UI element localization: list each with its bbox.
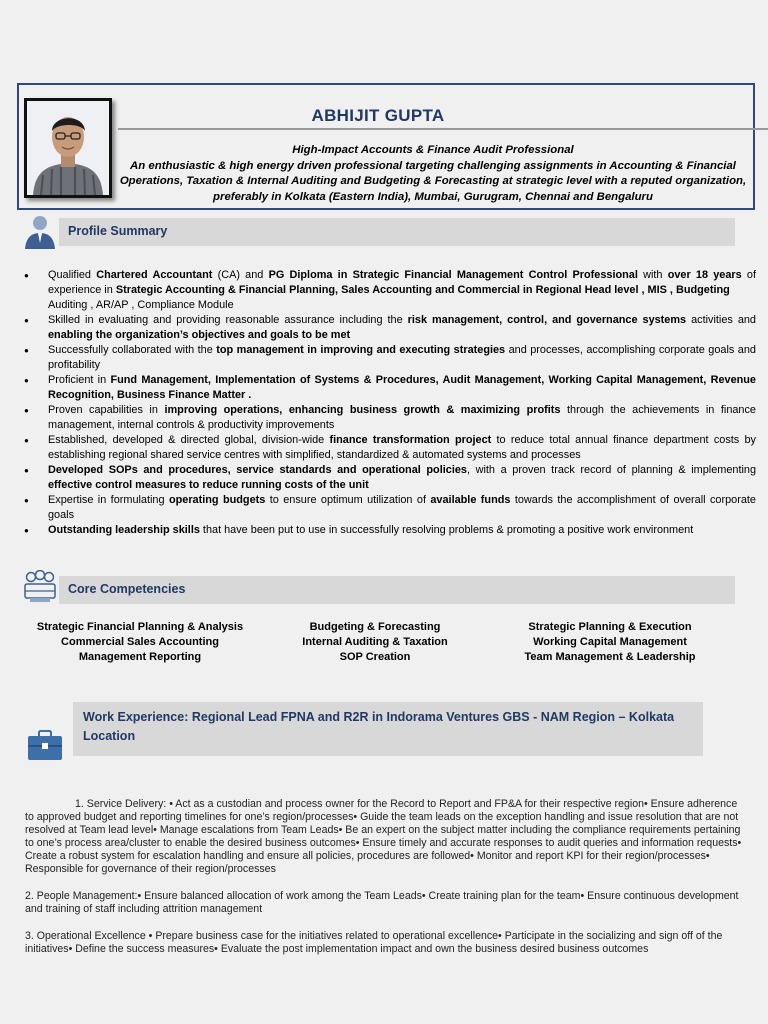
body-text: through the achievements in finance management, internal controls & productivity improvements	[48, 404, 756, 431]
body-text: Expertise in formulating	[48, 494, 169, 506]
highlight-text: operating budgets	[168, 494, 266, 506]
candidate-name: ABHIJIT GUPTA	[311, 106, 445, 125]
headline-title: High-Impact Accounts & Finance Audit Professional	[292, 144, 574, 156]
profile-summary-item	[24, 313, 756, 343]
team-icon	[22, 570, 58, 606]
body-text: to ensure optimum utilization of	[265, 494, 431, 506]
profile-summary-title: Profile Summary	[68, 224, 168, 238]
header-divider	[118, 128, 768, 130]
highlight-text: Outstanding leadership skills	[48, 524, 200, 536]
body-text: Skilled in evaluating and providing reasonable assurance including the	[48, 314, 408, 326]
profile-summary-list	[24, 268, 756, 538]
body-text: towards the accomplishment of overall corporate goals	[48, 494, 756, 521]
body-text: of experience in	[48, 269, 756, 296]
highlight-text: Fund Management, Implementation of Systems & Procedures, Audit Management, Working Capital Management, Revenue Recognition, Business Finance Matter .	[48, 374, 756, 401]
body-text: Qualified	[48, 269, 97, 281]
body-text: , with a proven track record of planning & implementing	[466, 464, 757, 476]
headline	[112, 143, 754, 205]
highlight-text: finance transformation project	[329, 434, 492, 446]
profile-summary-header	[59, 218, 735, 246]
competency-item: SOP Creation	[339, 650, 411, 663]
person-photo-icon	[27, 101, 109, 195]
body-text: Successfully collaborated with the	[48, 344, 217, 356]
body-text: that have been put to use in successfully resolving problems & promoting a positive work environment	[199, 524, 694, 536]
body-text: activities and	[686, 314, 756, 326]
highlight-text: risk management, control, and governance systems	[407, 314, 687, 326]
work-experience-header	[73, 702, 703, 756]
headline-line-2: An enthusiastic & high energy driven professional targeting challenging assignments in Accounting & Financial	[130, 159, 736, 172]
competency-item: Strategic Financial Planning & Analysis	[36, 621, 244, 633]
highlight-text: over 18 years	[667, 269, 742, 281]
core-competencies-header	[59, 576, 735, 604]
competency-column-2	[255, 620, 495, 664]
profile-photo	[24, 98, 112, 198]
highlight-text: effective control measures to reduce running costs of the unit	[48, 479, 369, 491]
highlight-text: Developed SOPs and procedures, service standards and operational policies	[48, 464, 467, 476]
body-text: to reduce total annual finance department costs by establishing regional shared service centres with simplified, standardized & automated systems and processes	[48, 434, 756, 461]
body-text: Proficient in	[48, 374, 111, 386]
highlight-text: enabling the organization’s objectives and goals to be met	[48, 329, 351, 341]
headline-line-3: Operations, Taxation & Internal Auditing and Budgeting & Forecasting at strategic level with a reputed organization,	[119, 175, 747, 187]
body-text: with	[637, 269, 668, 281]
body-text: Proven capabilities in	[48, 404, 165, 416]
highlight-text: PG Diploma in Strategic Financial Management Control Professional	[268, 269, 638, 281]
competency-item: Budgeting & Forecasting	[309, 621, 441, 633]
competency-item: Management Reporting	[78, 650, 202, 663]
highlight-text: Chartered Accountant	[96, 269, 213, 281]
profile-summary-item	[24, 268, 756, 313]
profile-summary-item	[24, 403, 756, 433]
profile-summary-item	[24, 433, 756, 463]
competency-item: Commercial Sales Accounting	[61, 635, 219, 648]
work-paragraph-service-delivery: 1. Service Delivery: • Act as a custodian and process owner for the Record to Report and FP&A for their respective region• Ensure adherence to approved budget and reporting timelines for one’s region/processes• Guide the team leads on the exception handling and issue resolution that are not resolved at Team lead level• Manage escalations from Team Leads• Be an expert on the subject matter including the compliance requirements pertaining to one’s process area/cluster to enable the desired business outcomes• Ensure timely and accurate responses to audit queries and information requests• Create a robust system for escalation handling and ensure all policies, procedures are followed• Monitor and report KPI for their region/processes• Responsible for governance of their region/processes	[25, 798, 742, 875]
highlight-text: Strategic Accounting & Financial Planning, Sales Accounting and Commercial in Regional Head level , MIS , Budgeting	[115, 284, 730, 296]
profile-summary-item	[24, 463, 756, 493]
profile-summary-item	[24, 373, 756, 403]
competency-column-3	[490, 620, 730, 664]
work-experience-title: Work Experience: Regional Lead FPNA and R2R in Indorama Ventures GBS - NAM Region – Kolkata Location	[83, 710, 675, 743]
competency-item: Internal Auditing & Taxation	[302, 635, 448, 648]
highlight-text: improving operations, enhancing business growth & maximizing profits	[164, 404, 561, 416]
headline-line-4: preferably in Kolkata (Eastern India), Mumbai, Gurugram, Chennai and Bengaluru	[213, 190, 653, 203]
core-competencies-title: Core Competencies	[68, 582, 186, 596]
work-paragraph-operational-excellence: 3. Operational Excellence • Prepare business case for the initiatives related to operational excellence• Participate in the socializing and sign off of the initiatives• Define the success measures• Evaluate the post implementation impact and own the business desired business outcomes	[25, 930, 723, 955]
body-text: Established, developed & directed global, division-wide	[48, 434, 330, 446]
profile-summary-item	[24, 523, 756, 538]
competency-item: Working Capital Management	[533, 635, 687, 648]
competency-item: Strategic Planning & Execution	[528, 621, 692, 633]
profile-summary-item	[24, 493, 756, 523]
competency-item: Team Management & Leadership	[524, 650, 696, 663]
profile-summary-item	[24, 343, 756, 373]
briefcase-icon	[27, 730, 63, 762]
highlight-text: top management in improving and executing strategies	[216, 344, 506, 356]
body-text: and processes, accomplishing corporate goals and profitability	[48, 344, 756, 371]
body-text: Auditing , AR/AP , Compliance Module	[48, 299, 234, 311]
body-text: (CA) and	[212, 269, 269, 281]
highlight-text: available funds	[430, 494, 511, 506]
work-paragraph-people-management: 2. People Management:• Ensure balanced allocation of work among the Team Leads• Create training plan for the team• Ensure continuous development and training of staff including attrition management	[25, 890, 739, 915]
competency-column-1	[20, 620, 260, 664]
person-icon	[22, 213, 58, 249]
